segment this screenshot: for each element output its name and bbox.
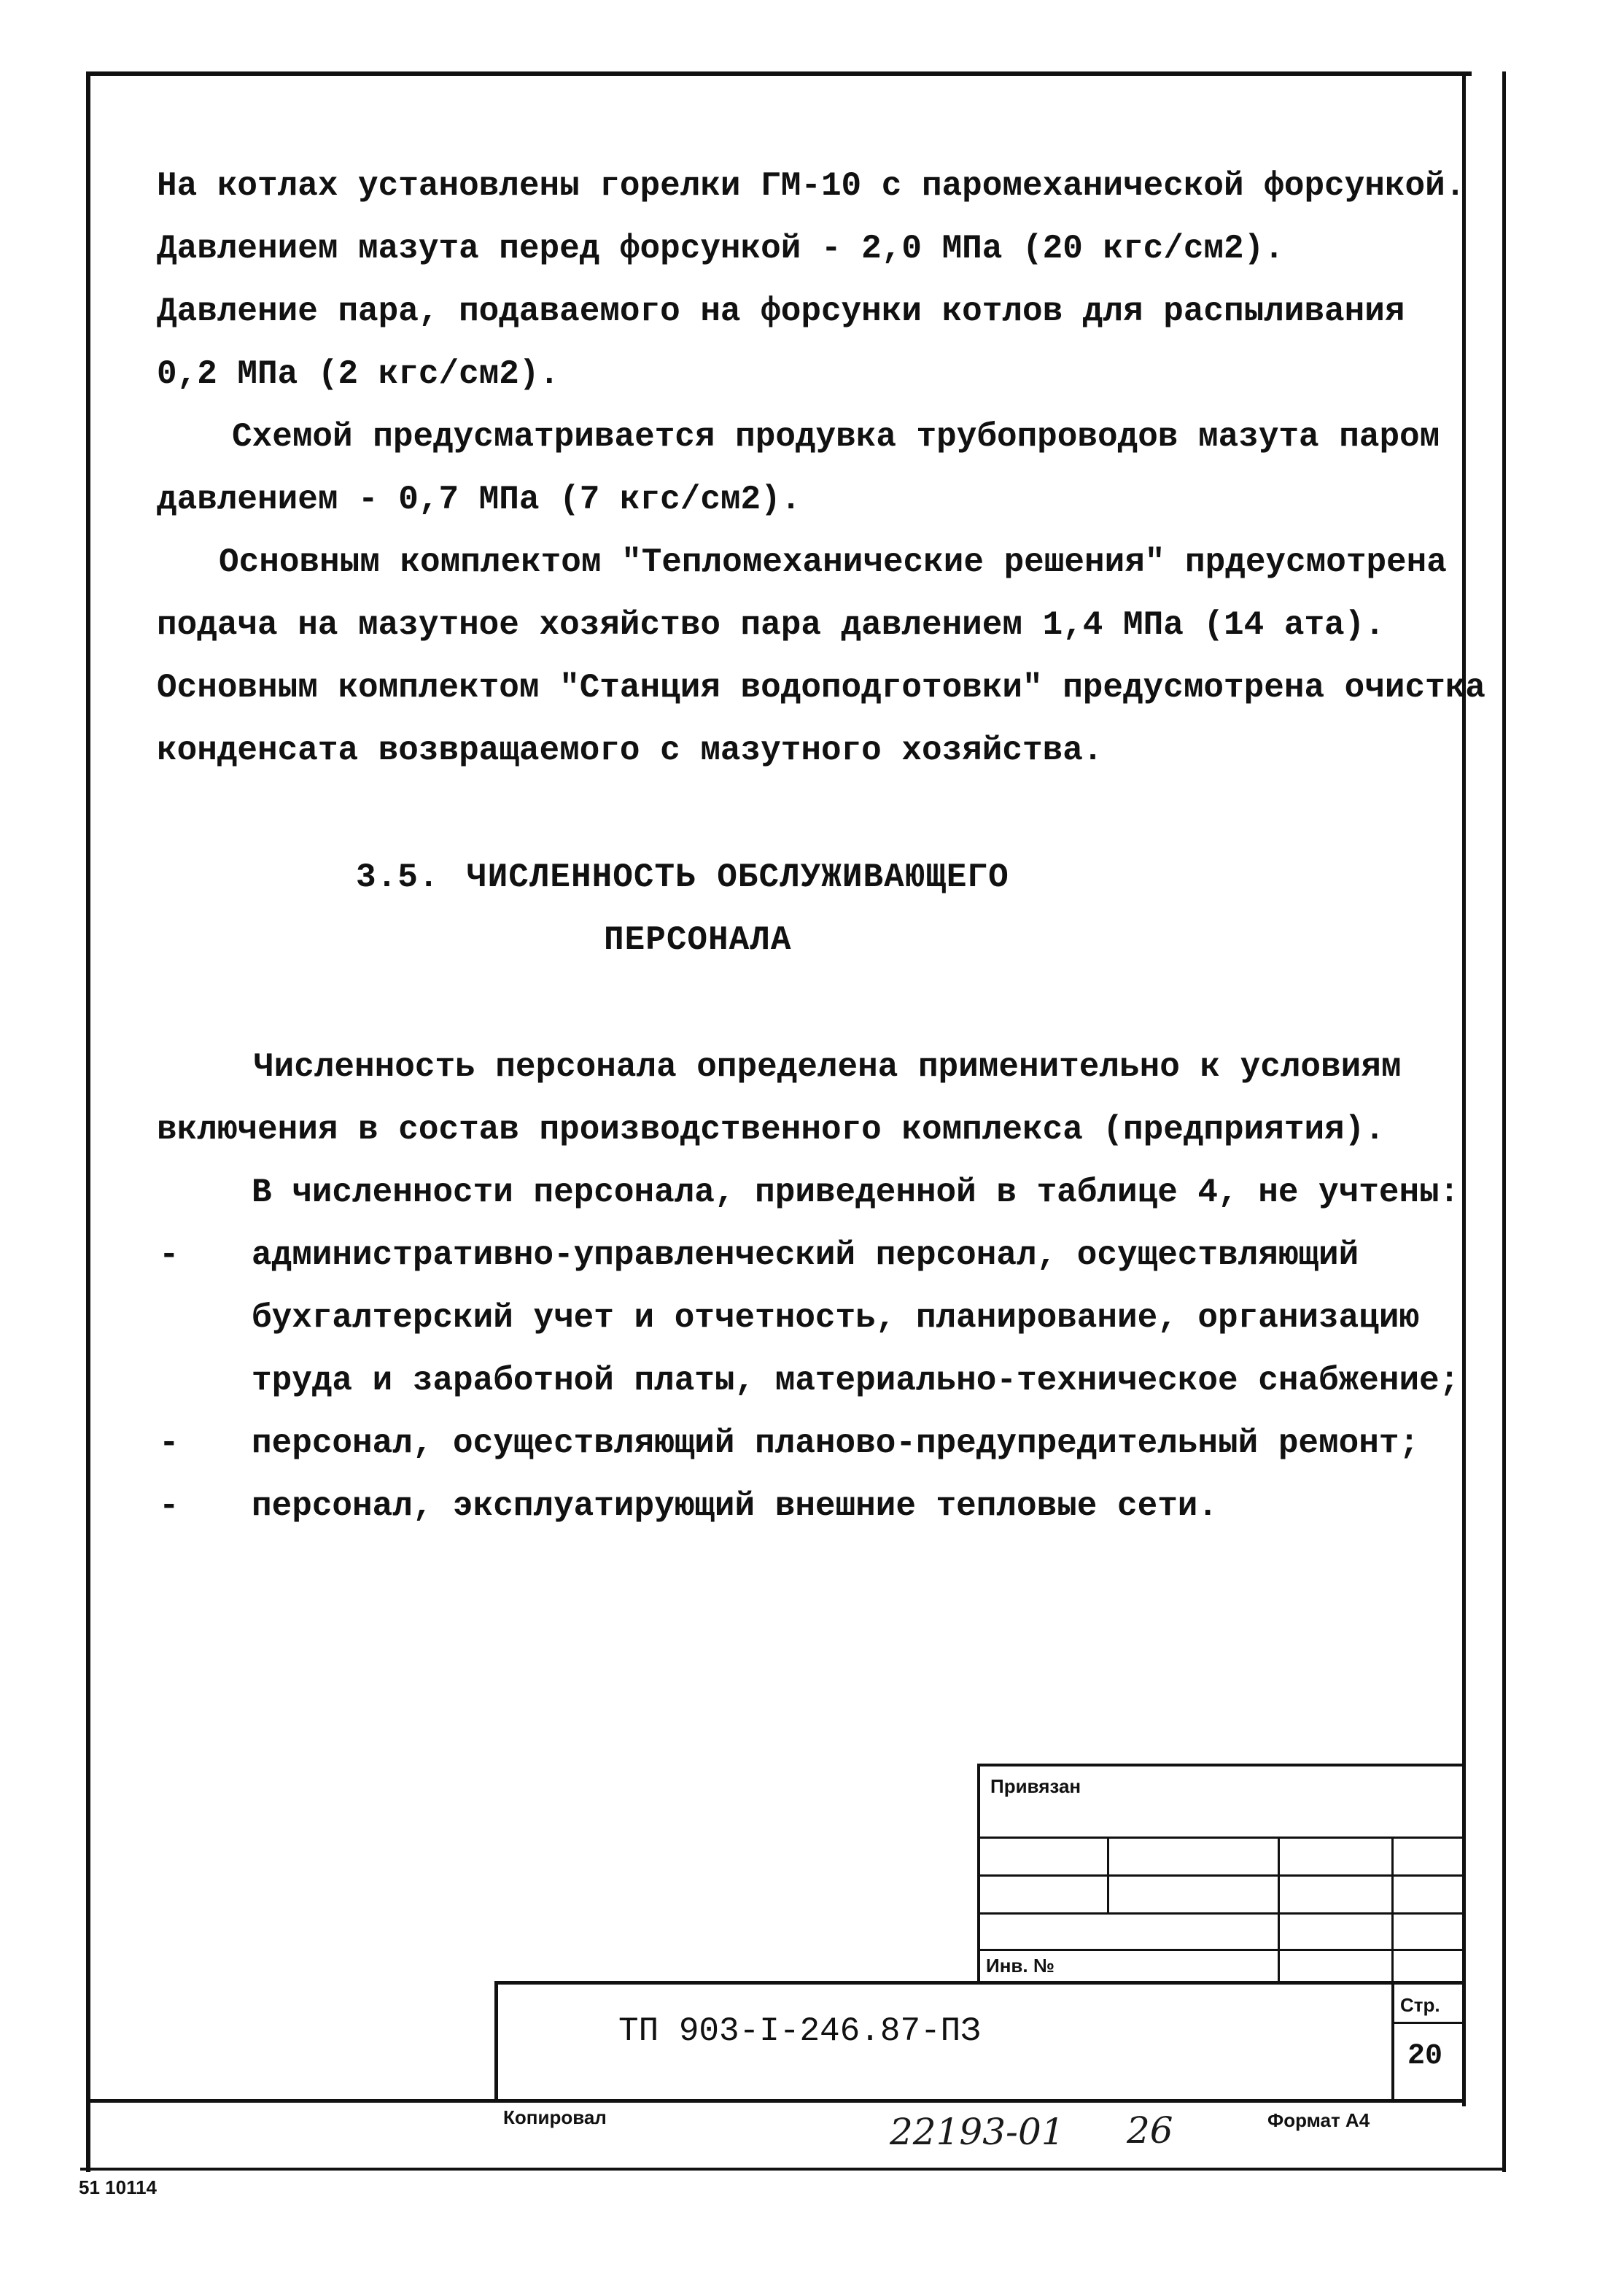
list-dash-2: - [159,1424,179,1462]
list-item-3-line-1: персонал, эксплуатирующий внешние тепловые сети. [252,1487,1219,1525]
stamp-vline-2 [1278,1837,1280,1982]
p1-line-3: Давление пара, подаваемого на форсунки котлов для распыливания [157,292,1405,330]
frame-bottom [86,2099,1466,2103]
frame-top [86,71,1472,76]
section-number: 3.5. [356,858,440,896]
stamp-top-line [977,1764,1466,1766]
inv-number-label: Инв. № [986,1955,1054,1977]
page-cell-left [1391,1981,1394,2102]
frame-left [86,71,90,2172]
p4-line-1: Численность персонала определена применительно к условиям [254,1048,1402,1086]
page-label: Стр. [1400,1994,1440,2016]
p4-line-2: включения в состав производственного комплекса (предприятия). [157,1111,1385,1149]
handwritten-sheet-number: 26 [1127,2109,1173,2152]
stamp-vline-1 [1107,1837,1109,1912]
document-code: ТП 903-I-246.87-ПЗ [618,2012,981,2050]
p3-line-3: Основным комплектом "Станция водоподготовки" предусмотрена очистка [157,669,1485,707]
page-number: 20 [1407,2040,1443,2073]
list-item-1-line-3: труда и заработной платы, материально-техническое снабжение; [252,1362,1460,1400]
p1-line-4: 0,2 МПа (2 кгс/см2). [157,355,560,393]
list-item-1-line-2: бухгалтерский учет и отчетность, планирование, организацию [252,1299,1420,1337]
p5-line-1: В численности персонала, приведенной в таблице 4, не учтены: [252,1174,1460,1211]
stamp-vline-3 [1391,1837,1394,1982]
format-label: Формат А4 [1267,2109,1370,2131]
page-cell-divider [1391,2022,1466,2024]
code-box-top [494,1981,1466,1985]
section-title-line-1: ЧИСЛЕННОСТЬ ОБСЛУЖИВАЮЩЕГО [467,858,1009,896]
handwritten-archive-number: 22193-01 [890,2111,1065,2153]
code-box-left [494,1981,498,2102]
p2-line-2: давлением - 0,7 МПа (7 кгс/см2). [157,481,801,519]
frame-inner-right [1462,71,1466,2106]
p1-line-1: На котлах установлены горелки ГМ-10 с паромеханической форсункой. [157,167,1466,205]
frame-outer-right [1502,71,1506,2172]
list-dash-3: - [159,1487,179,1525]
corner-code: 51 10114 [79,2176,158,2198]
p1-line-2: Давлением мазута перед форсункой - 2,0 МПа (20 кгс/см2). [157,230,1284,268]
p2-line-1: Схемой предусматривается продувка трубопроводов мазута паром [232,418,1440,456]
frame-lower-bottom [80,2168,1506,2171]
p3-line-1: Основным комплектом "Тепломеханические решения" прдеусмотрена [219,543,1447,581]
section-title-line-2: ПЕРСОНАЛА [604,921,792,959]
p3-line-2: подача на мазутное хозяйство пара давлением 1,4 МПа (14 ата). [157,606,1385,644]
list-item-1-line-1: административно-управленческий персонал, осуществляющий [252,1236,1359,1274]
list-item-2-line-1: персонал, осуществляющий планово-предупредительный ремонт; [252,1424,1420,1462]
copied-label: Копировал [503,2106,607,2128]
list-dash-1: - [159,1236,179,1274]
p3-line-4: конденсата возвращаемого с мазутного хозяйства. [157,732,1103,769]
privyazan-label: Привязан [990,1775,1081,1797]
